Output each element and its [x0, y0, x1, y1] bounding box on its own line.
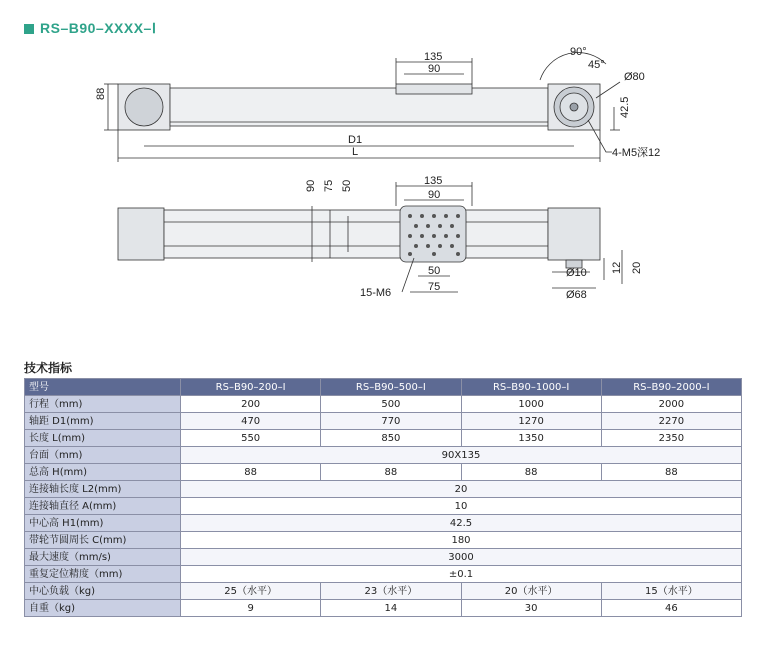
header-model: 型号: [25, 379, 181, 396]
side-dim-135-label: 135: [424, 175, 443, 187]
header-col-2: RS–B90–500–Ⅰ: [321, 379, 461, 396]
technical-drawing: [0, 40, 758, 310]
dim-88-label: 88: [95, 87, 107, 100]
title-square-icon: [24, 24, 34, 34]
rail-body-side: [164, 210, 548, 258]
table-row: [25, 549, 742, 566]
row-value: 88: [181, 464, 321, 481]
row-value: 1000: [461, 396, 601, 413]
left-pulley: [125, 88, 163, 126]
row-value: 20（水平）: [461, 583, 601, 600]
table-row: [25, 498, 742, 515]
row-value: 46: [601, 600, 741, 617]
table-row: [25, 447, 742, 464]
row-value: 470: [181, 413, 321, 430]
row-label: 自重（kg): [25, 600, 181, 617]
title-text: RS–B90–XXXX–Ⅰ: [40, 20, 157, 36]
header-col-3: RS–B90–1000–Ⅰ: [461, 379, 601, 396]
holes-label: 15-M6: [360, 287, 392, 299]
side-dim-50-label: 50: [428, 265, 441, 277]
table-row: [25, 532, 742, 549]
row-value-span: 20: [181, 481, 742, 498]
table-row: [25, 430, 742, 447]
row-label: 总高 H(mm): [25, 464, 181, 481]
row-value: 2270: [601, 413, 741, 430]
table-row: [25, 515, 742, 532]
dim-12-label: 12: [611, 261, 623, 274]
header-col-1: RS–B90–200–Ⅰ: [181, 379, 321, 396]
table-row: [25, 583, 742, 600]
dia-80-label: Ø80: [624, 71, 645, 83]
row-value-span: 42.5: [181, 515, 742, 532]
row-value: 30: [461, 600, 601, 617]
side-dim-v75-label: 75: [323, 179, 335, 192]
row-value-span: 3000: [181, 549, 742, 566]
side-dim-75-label: 75: [428, 281, 441, 293]
row-value: 850: [321, 430, 461, 447]
side-dim-v90-label: 90: [305, 179, 317, 192]
page-title: [24, 20, 156, 37]
row-value: 1350: [461, 430, 601, 447]
row-value: 88: [321, 464, 461, 481]
row-value: 770: [321, 413, 461, 430]
spec-header-row: [25, 379, 742, 396]
row-label: 最大速度（mm/s): [25, 549, 181, 566]
angle-45-label: 45°: [588, 59, 605, 71]
row-label: 中心高 H1(mm): [25, 515, 181, 532]
table-row: [25, 600, 742, 617]
row-label: 带轮节圆周长 C(mm): [25, 532, 181, 549]
row-value: 15（水平）: [601, 583, 741, 600]
row-value: 550: [181, 430, 321, 447]
row-label: 中心负载（kg): [25, 583, 181, 600]
row-value: 88: [601, 464, 741, 481]
dim-20-label: 20: [631, 261, 643, 274]
hole-spec-label: 4-M5深12: [612, 147, 661, 159]
table-row: [25, 481, 742, 498]
row-label: 重复定位精度（mm): [25, 566, 181, 583]
dim-42-5-label: 42.5: [619, 96, 631, 118]
row-value: 25（水平）: [181, 583, 321, 600]
row-value-span: 90X135: [181, 447, 742, 464]
side-dim-v50-label: 50: [341, 179, 353, 192]
right-end-cap: [548, 208, 600, 260]
row-label: 轴距 D1(mm): [25, 413, 181, 430]
row-value: 2000: [601, 396, 741, 413]
row-value: 88: [461, 464, 601, 481]
spec-heading: 技术指标: [24, 361, 73, 375]
table-row: [25, 396, 742, 413]
dim-d1-label: D1: [348, 134, 363, 146]
table-row: [25, 464, 742, 481]
dia-68-label: Ø68: [566, 289, 587, 301]
row-value: 23（水平）: [321, 583, 461, 600]
row-label: 台面（mm): [25, 447, 181, 464]
row-value: 1270: [461, 413, 601, 430]
header-col-4: RS–B90–2000–Ⅰ: [601, 379, 741, 396]
row-label: 长度 L(mm): [25, 430, 181, 447]
dim-l-label: L: [352, 146, 359, 158]
row-value-span: 10: [181, 498, 742, 515]
row-value: 500: [321, 396, 461, 413]
row-value-span: 180: [181, 532, 742, 549]
row-label: 连接轴直径 A(mm): [25, 498, 181, 515]
rail-body-top: [170, 88, 548, 126]
dim-135-label: 135: [424, 51, 443, 63]
row-value: 200: [181, 396, 321, 413]
row-value: 9: [181, 600, 321, 617]
side-dim-90-label: 90: [428, 189, 441, 201]
angle-90-label: 90°: [570, 46, 587, 58]
dim-90-label: 90: [428, 63, 441, 75]
table-row: [25, 413, 742, 430]
carriage-top: [396, 84, 472, 94]
table-row: [25, 566, 742, 583]
row-label: 连接轴长度 L2(mm): [25, 481, 181, 498]
left-end-cap: [118, 208, 164, 260]
spec-table: [24, 378, 742, 617]
row-value: 2350: [601, 430, 741, 447]
dia-10-label: Ø10: [566, 267, 587, 279]
row-label: 行程（mm): [25, 396, 181, 413]
row-value: 14: [321, 600, 461, 617]
row-value-span: ±0.1: [181, 566, 742, 583]
